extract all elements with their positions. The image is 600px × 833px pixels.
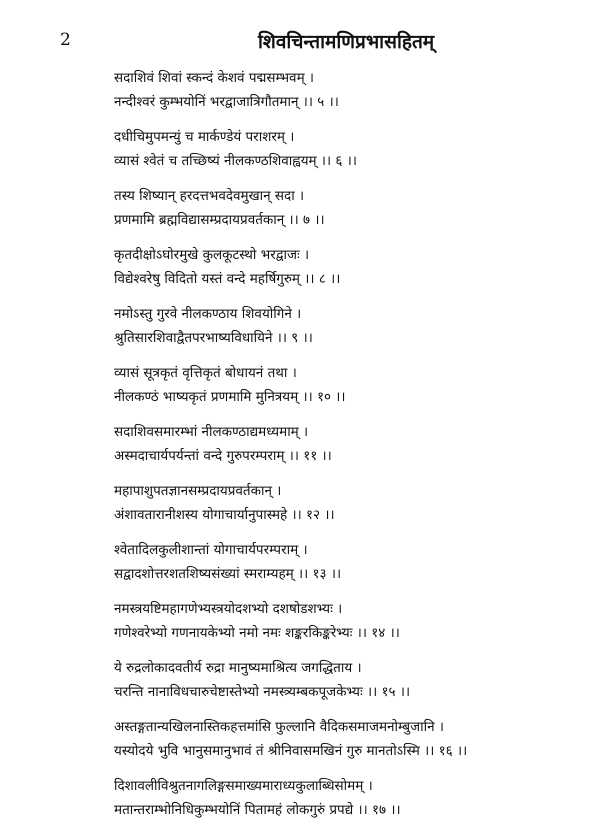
verse-15 [114, 656, 584, 704]
verse-line: अंशावतारानीशस्य योगाचार्यानुपास्महे ।। १२ ।। [114, 507, 335, 523]
verse-line: नमस्त्रयष्टिमहागणेभ्यस्त्रयोदशभ्यो दशषोडशभ्यः । [114, 601, 343, 617]
verse-8 [114, 243, 584, 291]
verse-line: विद्येश्वरेषु विदितो यस्तं वन्दे महर्षिगुरुम् ।। ८ ।। [114, 271, 341, 287]
page-title: शिवचिन्तामणिप्रभासहितम् [258, 31, 435, 53]
verse-line: नन्दीश्वरं कुम्भयोनिं भरद्वाजात्रिगौतमान् ।। ५ ।। [114, 94, 339, 110]
verse-line: व्यासं श्वेतं च तच्छिष्यं नीलकण्ठशिवाह्वयम् ।। ६ ।। [114, 153, 357, 169]
verse-line: व्यासं सूत्रकृतं वृत्तिकृतं बोधायनं तथा । [114, 365, 297, 381]
verse-line: ये रुद्रलोकादवतीर्य रुद्रा मानुष्यमाश्रित्य जगद्धिताय । [114, 660, 362, 676]
verse-10 [114, 361, 584, 409]
verse-list [114, 66, 584, 833]
verse-line: प्रणमामि ब्रह्मविद्यासम्प्रदायप्रवर्तकान् ।। ७ ।। [114, 212, 325, 228]
verse-line: अस्मदाचार्यपर्यन्तां वन्दे गुरुपरम्पराम् ।। ११ ।। [114, 448, 332, 464]
verse-16 [114, 715, 584, 763]
page-number: 2 [60, 30, 71, 50]
verse-17 [114, 774, 584, 822]
verse-line: नमोऽस्तु गुरवे नीलकण्ठाय शिवयोगिने । [114, 306, 302, 322]
verse-line: कृतदीक्षोऽघोरमुखे कुलकूटस्थो भरद्वाजः । [114, 247, 310, 263]
verse-line: दिशावलीविश्रुतनागलिङ्गसमाख्यमाराध्यकुलाब्धिसोमम् । [114, 778, 373, 794]
verse-9 [114, 302, 584, 350]
verse-line: श्रुतिसारशिवाद्वैतपरभाष्यविधायिने ।। ९ ।। [114, 330, 313, 346]
verse-5 [114, 66, 584, 114]
verse-7 [114, 184, 584, 232]
verse-line: महापाशुपतज्ञानसम्प्रदायप्रवर्तकान् । [114, 483, 282, 499]
verse-line: सदाशिवसमारम्भां नीलकण्ठाद्यमध्यमाम् । [114, 424, 309, 440]
verse-14 [114, 597, 584, 645]
verse-line: मतान्तराम्भोनिधिकुम्भयोनिं पितामहं लोकगुरुं प्रपद्ये ।। १७ ।। [114, 802, 401, 818]
verse-line: अस्तङ्गतान्यखिलनास्तिकहत्तमांसि फुल्लानि वैदिकसमाजमनोम्बुजानि । [114, 719, 445, 735]
verse-line: सदाशिवं शिवां स्कन्दं केशवं पद्मसम्भवम् । [114, 70, 315, 86]
verse-13 [114, 538, 584, 586]
verse-line: गणेश्वरेभ्यो गणनायकेभ्यो नमो नमः शङ्करकिङ्करेभ्यः ।। १४ ।। [114, 625, 400, 641]
verse-line: नीलकण्ठं भाष्यकृतं प्रणमामि मुनित्रयम् ।। १० ।। [114, 389, 346, 405]
verse-11 [114, 420, 584, 468]
verse-line: दधीचिमुपमन्युं च मार्कण्डेयं पराशरम् । [114, 129, 295, 145]
verse-line: श्वेतादिलकुलीशान्तां योगाचार्यपरम्पराम् । [114, 542, 308, 558]
verse-line: चरन्ति नानाविधचारुचेष्टास्तेभ्यो नमस्त्र्यम्बकपूजकेभ्यः ।। १५ ।। [114, 684, 411, 700]
verse-line: सद्वादशोत्तरशतशिष्यसंख्यां स्मराम्यहम् ।। १३ ।। [114, 566, 342, 582]
verse-line: यस्योदये भुवि भानुसमानुभावं तं श्रीनिवासमखिनं गुरु मानतोऽस्मि ।। १६ ।। [114, 743, 468, 759]
verse-12 [114, 479, 584, 527]
verse-6 [114, 125, 584, 173]
verse-line: तस्य शिष्यान् हरदत्तभवदेवमुखान् सदा । [114, 188, 305, 204]
